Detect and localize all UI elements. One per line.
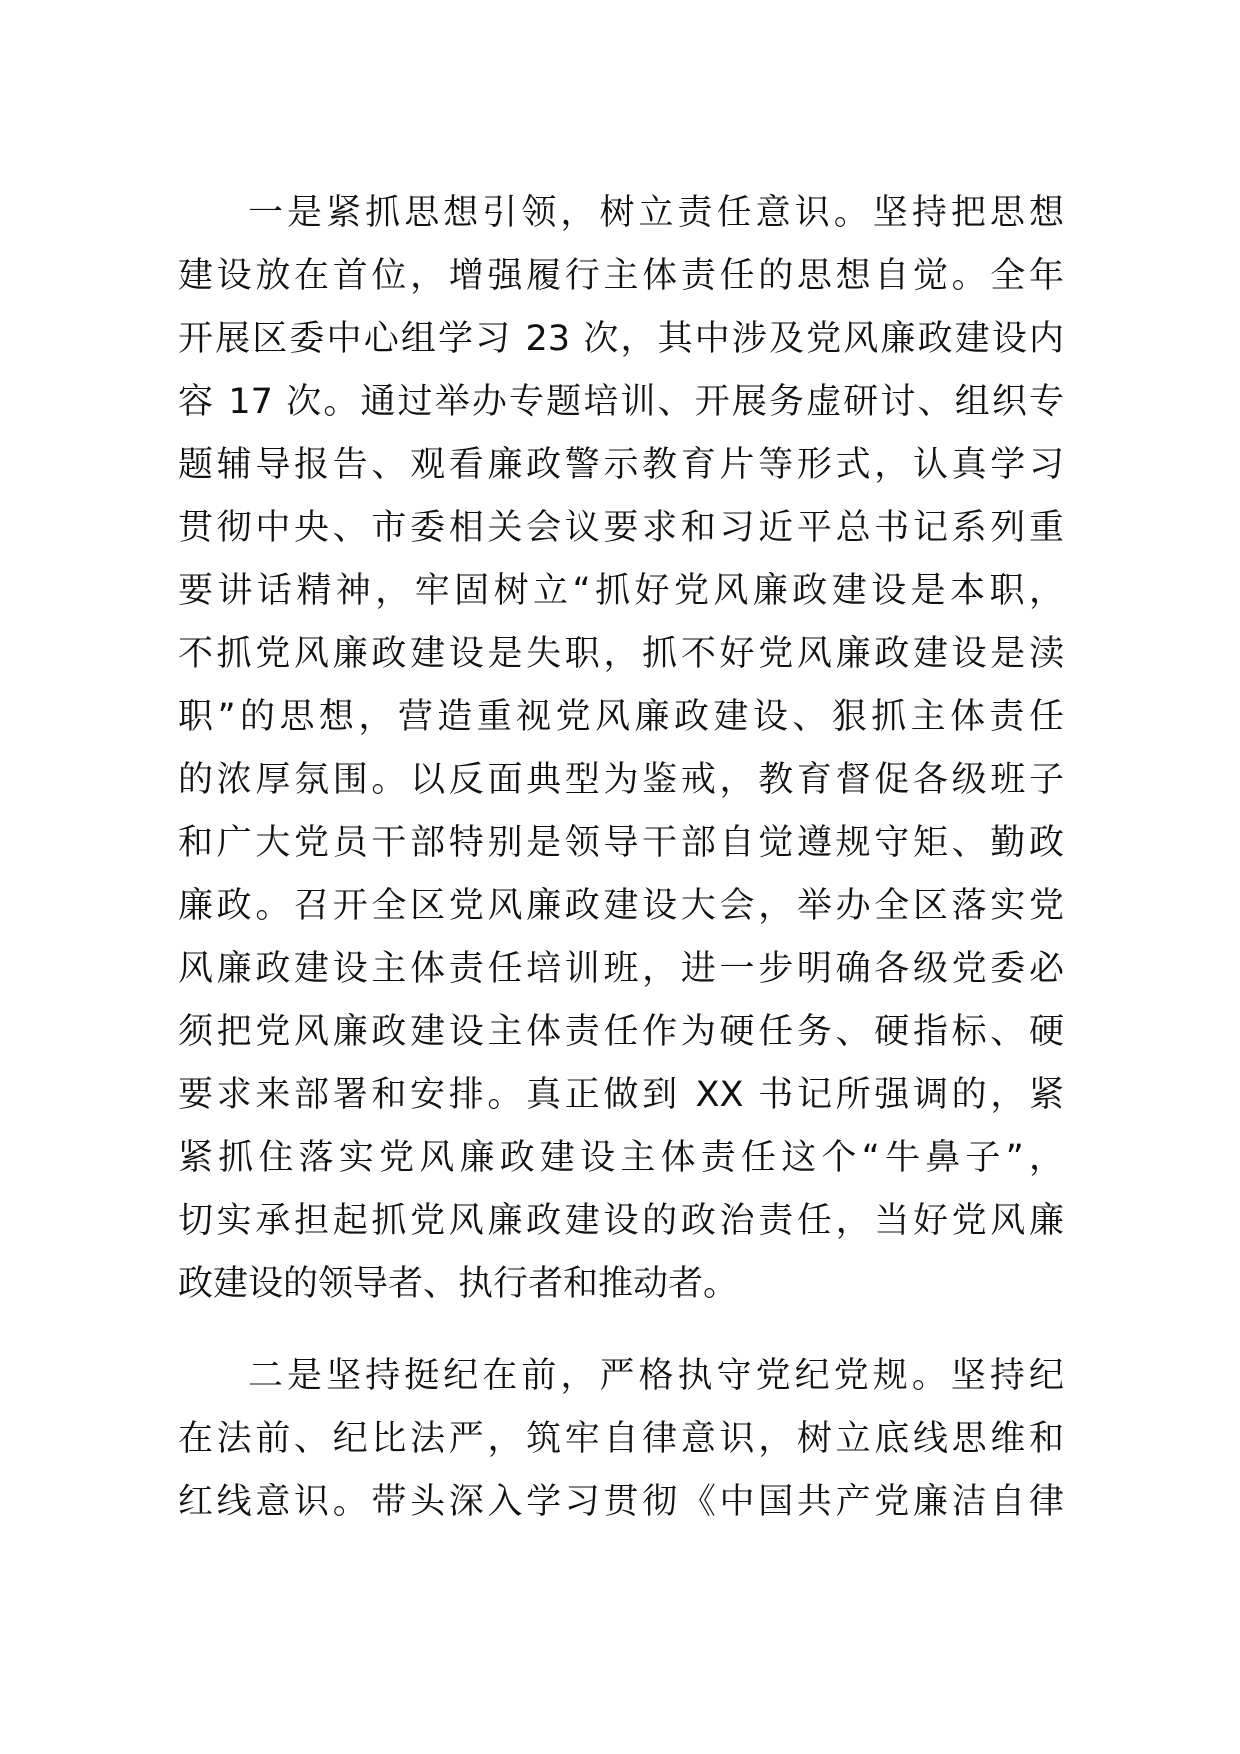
text-line: 建设放在首位，增强履行主体责任的思想自觉。全年: [178, 256, 1064, 296]
text-line: 在法前、纪比法严，筑牢自律意识，树立底线思维和: [178, 1419, 1064, 1459]
text-line: 政建设的领导者、执行者和推动者。: [178, 1264, 739, 1304]
text-line: 廉政。召开全区党风廉政建设大会，举办全区落实党: [178, 886, 1064, 926]
text-line: 容 17 次。通过举办专题培训、开展务虚研讨、组织专: [178, 382, 1064, 422]
text-line: 题辅导报告、观看廉政警示教育片等形式，认真学习: [178, 445, 1064, 485]
text-line: 开展区委中心组学习 23 次，其中涉及党风廉政建设内: [178, 319, 1064, 359]
paragraph-gap: [178, 1316, 1064, 1345]
text-line: 要求来部署和安排。真正做到 XX 书记所强调的，紧: [178, 1075, 1064, 1115]
text-line: 一是紧抓思想引领，树立责任意识。坚持把思想: [248, 193, 1064, 233]
text-line: 和广大党员干部特别是领导干部自觉遵规守矩、勤政: [178, 823, 1064, 863]
paragraph: [178, 182, 1064, 1316]
text-line: 切实承担起抓党风廉政建设的政治责任，当好党风廉: [178, 1201, 1064, 1241]
document-body: [178, 182, 1064, 1534]
text-line: 风廉政建设主体责任培训班，进一步明确各级党委必: [178, 949, 1064, 989]
text-line: 的浓厚氛围。以反面典型为鉴戒，教育督促各级班子: [178, 760, 1064, 800]
text-line: 要讲话精神，牢固树立“抓好党风廉政建设是本职，: [178, 571, 1064, 611]
text-line: 须把党风廉政建设主体责任作为硬任务、硬指标、硬: [178, 1012, 1064, 1052]
paragraph: [178, 1345, 1064, 1534]
text-line: 红线意识。带头深入学习贯彻《中国共产党廉洁自律: [178, 1482, 1064, 1522]
text-line: 职”的思想，营造重视党风廉政建设、狠抓主体责任: [178, 697, 1064, 737]
text-line: 不抓党风廉政建设是失职，抓不好党风廉政建设是渎: [178, 634, 1064, 674]
text-line: 贯彻中央、市委相关会议要求和习近平总书记系列重: [178, 508, 1064, 548]
text-line: 二是坚持挺纪在前，严格执守党纪党规。坚持纪: [248, 1356, 1064, 1396]
text-line: 紧抓住落实党风廉政建设主体责任这个“牛鼻子”，: [178, 1138, 1064, 1178]
